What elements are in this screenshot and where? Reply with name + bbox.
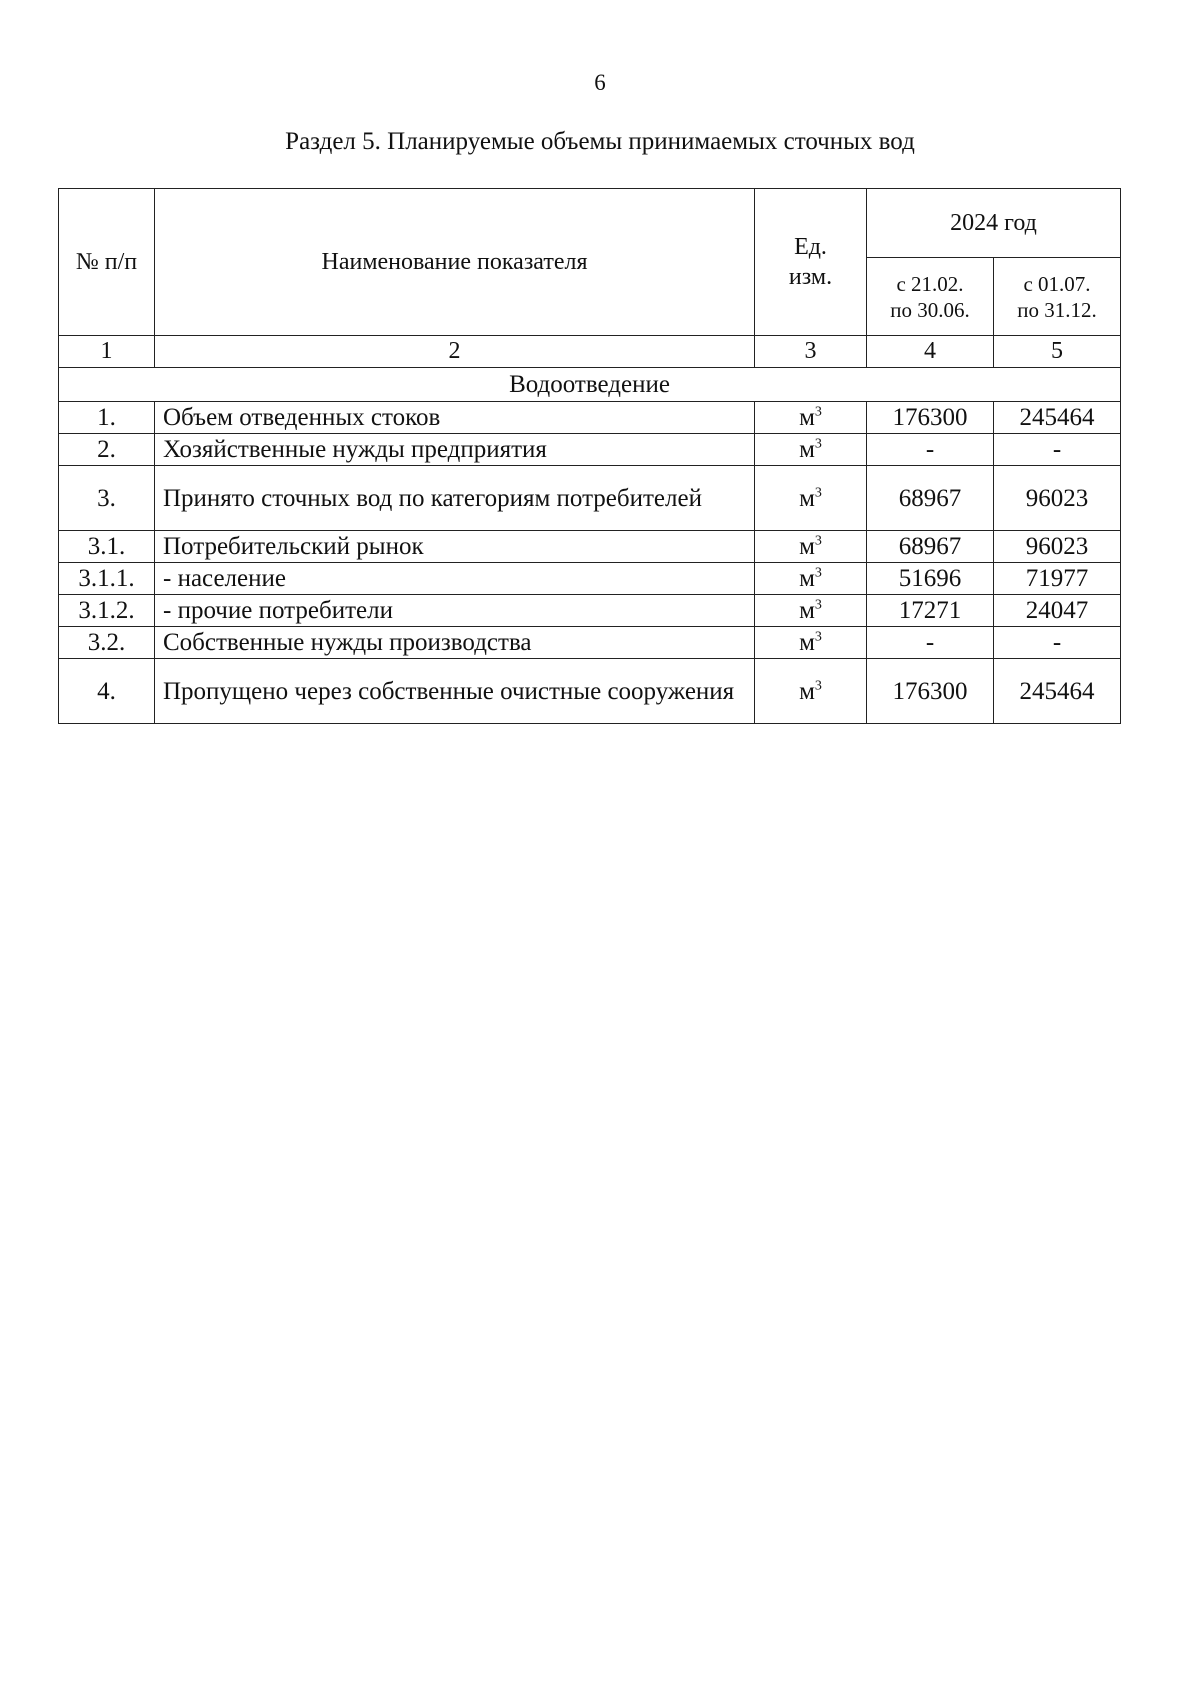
row-indicator-name: Объем отведенных стоков	[155, 402, 755, 434]
header-period-1	[867, 258, 994, 336]
header-unit-line2: изм.	[788, 264, 833, 290]
row-indicator-name: - прочие потребители	[155, 595, 755, 627]
table-row	[59, 595, 1121, 627]
unit-exponent: 3	[814, 436, 822, 452]
unit-exponent: 3	[814, 629, 822, 645]
table-row	[59, 402, 1121, 434]
row-indicator-name: Хозяйственные нужды предприятия	[155, 434, 755, 466]
header-period-2	[994, 258, 1121, 336]
row-number: 3.1.2.	[59, 595, 155, 627]
row-unit	[755, 402, 867, 434]
row-unit	[755, 563, 867, 595]
unit-base: м	[799, 597, 815, 624]
section-row	[59, 368, 1121, 402]
table-row	[59, 563, 1121, 595]
row-value-period-2: -	[994, 627, 1121, 659]
row-unit	[755, 627, 867, 659]
period-1-from: с 21.02.	[896, 271, 964, 296]
unit-base: м	[799, 404, 815, 431]
column-number: 5	[994, 336, 1121, 368]
row-value-period-2: 245464	[994, 659, 1121, 724]
table-row	[59, 659, 1121, 724]
row-indicator-name: Пропущено через собственные очистные сооружения	[155, 659, 755, 724]
row-value-period-2: -	[994, 434, 1121, 466]
row-unit	[755, 595, 867, 627]
unit-exponent: 3	[814, 533, 822, 549]
row-value-period-2: 96023	[994, 531, 1121, 563]
unit-exponent: 3	[814, 678, 822, 694]
row-number: 1.	[59, 402, 155, 434]
unit-exponent: 3	[814, 565, 822, 581]
row-number: 3.	[59, 466, 155, 531]
header-year: 2024 год	[867, 189, 1121, 258]
row-value-period-1: -	[867, 627, 994, 659]
row-value-period-1: 176300	[867, 402, 994, 434]
unit-base: м	[799, 436, 815, 463]
row-value-period-1: 176300	[867, 659, 994, 724]
header-number: № п/п	[59, 189, 155, 336]
row-indicator-name: Принято сточных вод по категориям потребителей	[155, 466, 755, 531]
column-number-row	[59, 336, 1121, 368]
row-value-period-1: 17271	[867, 595, 994, 627]
row-value-period-2: 24047	[994, 595, 1121, 627]
row-value-period-1: 68967	[867, 466, 994, 531]
table-row	[59, 466, 1121, 531]
section-title: Раздел 5. Планируемые объемы принимаемых сточных вод	[285, 128, 915, 155]
row-indicator-name: - население	[155, 563, 755, 595]
unit-base: м	[799, 629, 815, 656]
period-1-to: по 30.06.	[890, 297, 970, 322]
column-number: 4	[867, 336, 994, 368]
row-value-period-2: 245464	[994, 402, 1121, 434]
unit-exponent: 3	[814, 404, 822, 420]
table-row	[59, 627, 1121, 659]
row-indicator-name: Собственные нужды производства	[155, 627, 755, 659]
row-number: 3.1.1.	[59, 563, 155, 595]
header-unit	[755, 189, 867, 336]
table-row	[59, 434, 1121, 466]
unit-base: м	[799, 677, 815, 705]
page-number: 6	[594, 70, 606, 95]
row-value-period-2: 71977	[994, 563, 1121, 595]
header-indicator-name: Наименование показателя	[155, 189, 755, 336]
row-unit	[755, 531, 867, 563]
section-label: Водоотведение	[59, 368, 1121, 402]
header-row	[59, 189, 1121, 258]
unit-base: м	[799, 533, 815, 560]
period-2-from: с 01.07.	[1023, 271, 1091, 296]
unit-base: м	[799, 484, 815, 512]
column-number: 2	[155, 336, 755, 368]
water-volume-table	[58, 188, 1121, 724]
row-number: 3.1.	[59, 531, 155, 563]
row-value-period-1: 51696	[867, 563, 994, 595]
row-unit	[755, 659, 867, 724]
row-value-period-1: 68967	[867, 531, 994, 563]
row-indicator-name: Потребительский рынок	[155, 531, 755, 563]
row-value-period-1: -	[867, 434, 994, 466]
column-number: 3	[755, 336, 867, 368]
unit-base: м	[799, 565, 815, 592]
row-number: 2.	[59, 434, 155, 466]
row-unit	[755, 434, 867, 466]
header-unit-line1: Ед.	[794, 234, 827, 260]
row-number: 4.	[59, 659, 155, 724]
table-row	[59, 531, 1121, 563]
unit-exponent: 3	[814, 597, 822, 613]
period-2-to: по 31.12.	[1017, 297, 1097, 322]
row-unit	[755, 466, 867, 531]
unit-exponent: 3	[814, 485, 822, 501]
row-number: 3.2.	[59, 627, 155, 659]
row-value-period-2: 96023	[994, 466, 1121, 531]
column-number: 1	[59, 336, 155, 368]
